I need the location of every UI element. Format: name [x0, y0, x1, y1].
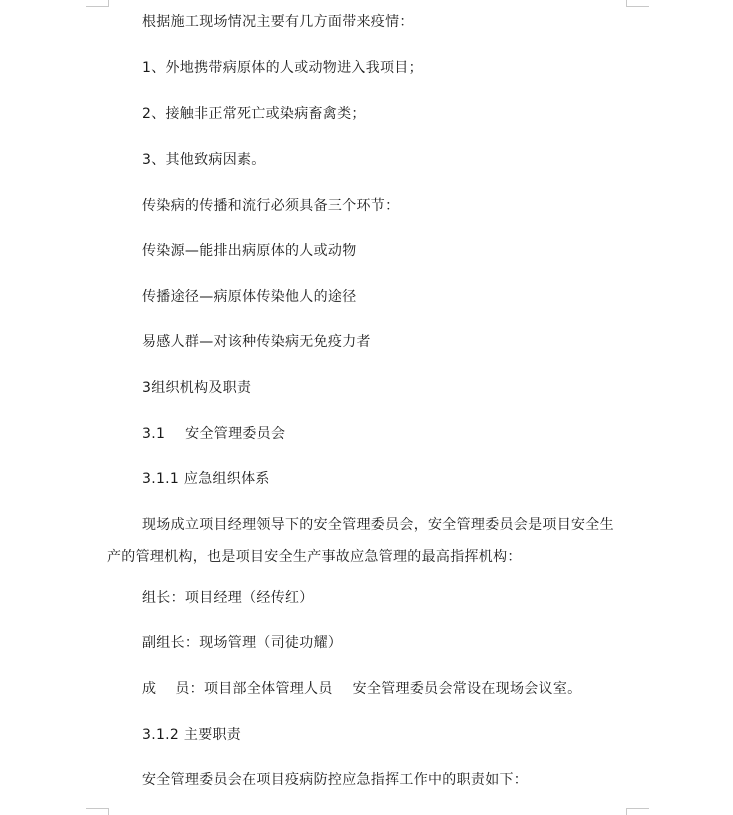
page-corner-mark [626, 0, 649, 7]
member-label: 成 员：项目部全体管理人员 [142, 681, 333, 697]
section-heading: 3组织机构及职责 [142, 380, 252, 396]
page-corner-mark [626, 808, 649, 815]
paragraph: 1、外地携带病原体的人或动物进入我项目； [142, 60, 423, 76]
paragraph: 根据施工现场情况主要有几方面带来疫情： [142, 14, 414, 30]
section-title: 安全管理委员会 [185, 426, 286, 442]
section-title: 主要职责 [183, 727, 242, 743]
intro-paragraph: 现场成立项目经理领导下的安全管理委员会，安全管理委员会是项目安全生产的管理机构，也是项目安全生产事故应急管理的最高指挥机构： [107, 517, 614, 565]
paragraph: 传染源—能排出病原体的人或动物 [142, 243, 357, 259]
section-heading-3-1 [142, 424, 285, 444]
section-number: 3.1.1 [142, 471, 180, 487]
duty-intro: 安全管理委员会在项目疫病防控应急指挥工作中的职责如下： [142, 772, 529, 788]
paragraph: 2、接触非正常死亡或染病畜禽类； [142, 106, 366, 122]
page-corner-mark [86, 808, 109, 815]
section-number: 3.1 [142, 426, 166, 442]
paragraph: 3、其他致病因素。 [142, 152, 266, 168]
role-members [142, 679, 581, 699]
paragraph: 传播途径—病原体传染他人的途径 [142, 289, 357, 305]
section-number: 3.1.2 [142, 727, 180, 743]
role-leader: 组长：项目经理（经传红） [142, 590, 314, 606]
section-heading-3-1-1 [142, 469, 270, 489]
paragraph: 易感人群—对该种传染病无免疫力者 [142, 334, 371, 350]
paragraph: 传染病的传播和流行必须具备三个环节： [142, 198, 400, 214]
section-title: 应急组织体系 [183, 471, 270, 487]
role-deputy: 副组长：现场管理（司徒功耀） [142, 635, 343, 651]
member-note: 安全管理委员会常设在现场会议室。 [352, 681, 582, 697]
section-heading-3-1-2 [142, 725, 241, 745]
page-corner-mark [86, 0, 109, 7]
